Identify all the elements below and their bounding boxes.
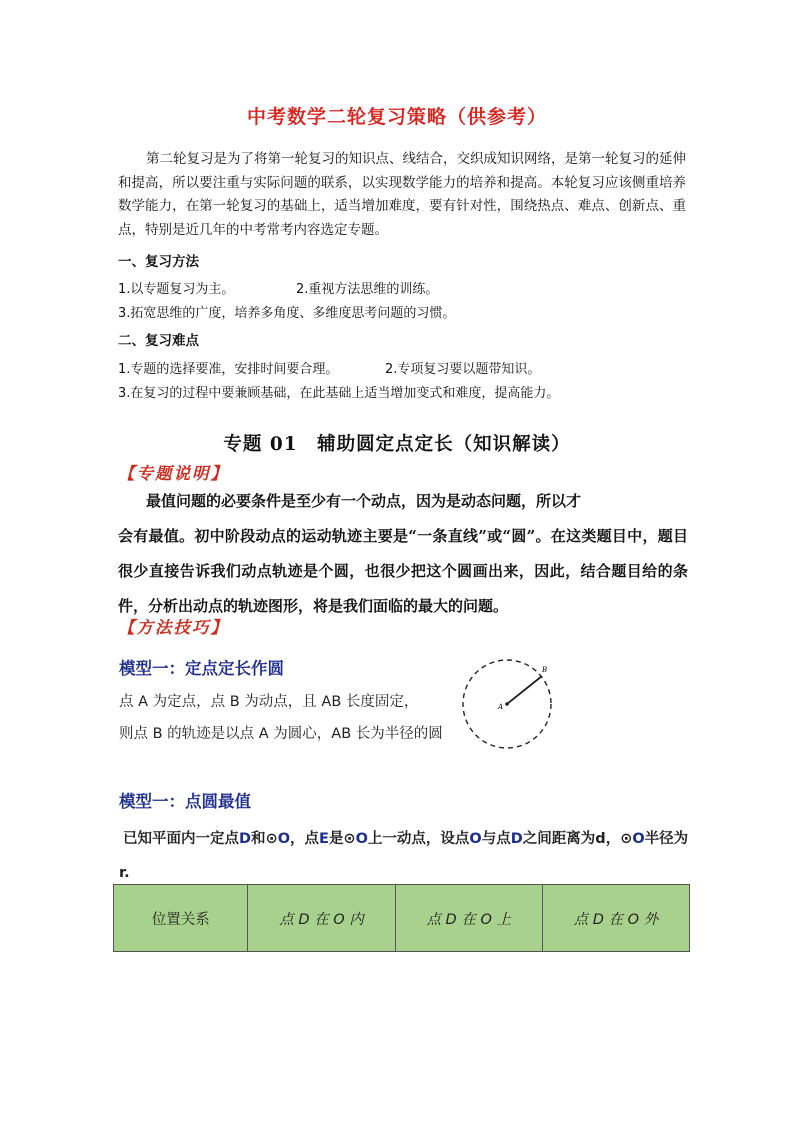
table-cell-on: 点 D 在 O 上 (395, 885, 542, 952)
model1-line-1: 点 A 为定点，点 B 为动点，且 AB 长度固定， (119, 694, 419, 710)
position-relation-table (113, 884, 690, 952)
methods-item-2: 2.重视方法思维的训练。 (296, 282, 439, 297)
difficulties-item-1: 1.专题的选择要准，安排时间要合理。 (118, 362, 339, 377)
page-title: 中考数学二轮复习策略（供参考） (246, 106, 547, 128)
intro-paragraph: 第二轮复习是为了将第一轮复习的知识点、线结合，交织成知识网络，是第一轮复习的延伸和提高，所以要注重与实际问题的联系，以实现数学能力的培养和提高。本轮复习应该侧重培养数学能力，在第一轮复习的基础上，适当增加难度，要有针对性，围绕热点、难点、创新点、重点，特别是近几年的中考常考内容选定专题。 (118, 151, 686, 238)
circle-diagram (455, 652, 565, 756)
topic-title: 专题 01 辅助圆定点定长（知识解读） (223, 434, 571, 455)
section-heading-difficulties: 二、复习难点 (118, 333, 199, 349)
table-header-relation: 位置关系 (114, 885, 248, 952)
table-row (114, 885, 690, 952)
difficulties-item-3: 3.在复习的过程中要兼顾基础，在此基础上适当增加变式和难度，提高能力。 (118, 386, 560, 401)
model1-heading: 模型一：定点定长作圆 (119, 659, 284, 678)
explanation-rest: 会有最值。初中阶段动点的运动轨迹主要是“一条直线”或“圆”。在这类题目中，题目很少直接告诉我们动点轨迹是个圆，也很少把这个圆画出来，因此，结合题目给的条件，分析出动点的轨迹图形，将是我们面临的最大的问题。 (118, 527, 688, 615)
section-heading-methods: 一、复习方法 (118, 254, 199, 270)
table-cell-outside: 点 D 在 O 外 (542, 885, 689, 952)
label-a: A (498, 703, 504, 711)
method-tag: 【方法技巧】 (118, 618, 229, 637)
explanation-first-line: 最值问题的必要条件是至少有一个动点，因为是动态问题，所以才 (146, 492, 582, 510)
explain-tag: 【专题说明】 (118, 464, 229, 483)
difficulties-item-2: 2.专项复习要以题带知识。 (385, 362, 541, 377)
model1-line-2: 则点 B 的轨迹是以点 A 为圆心，AB 长为半径的圆 (119, 726, 443, 742)
center-point-a (505, 702, 509, 706)
model2-question: 已知平面内一定点D和⊙O，点E是⊙O上一动点，设点O与点D之间距离为d，⊙O半径为r. (119, 831, 689, 881)
label-b: B (542, 666, 548, 674)
table-cell-inside: 点 D 在 O 内 (248, 885, 395, 952)
methods-item-3: 3.拓宽思维的广度，培养多角度、多维度思考问题的习惯。 (118, 306, 456, 321)
model2-heading: 模型一：点圆最值 (119, 792, 251, 811)
methods-item-1: 1.以专题复习为主。 (118, 282, 235, 297)
topic-explanation (118, 484, 688, 624)
radius-segment-ab (507, 676, 542, 704)
